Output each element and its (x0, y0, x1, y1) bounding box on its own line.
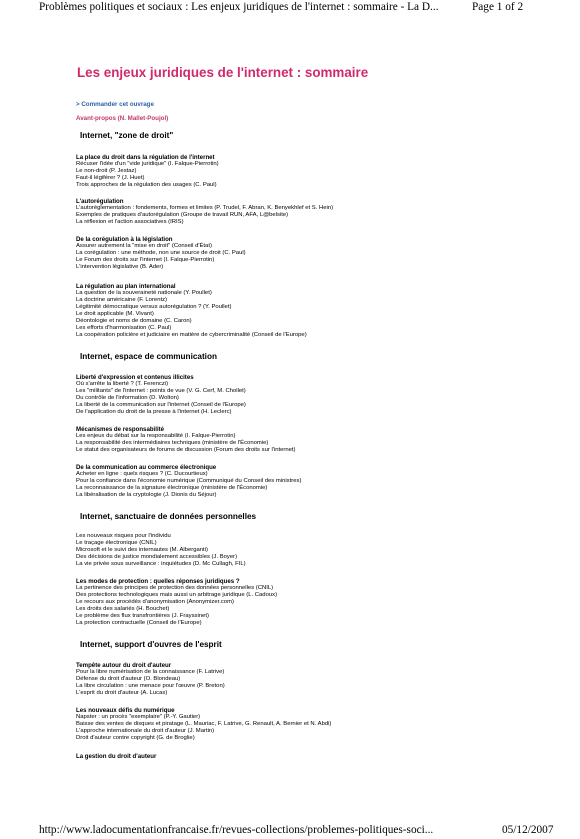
toc-block (76, 707, 476, 742)
print-footer-url: http://www.ladocumentationfrancaise.fr/revues-collections/problemes-politiques-soci... (39, 824, 434, 836)
toc-item[interactable]: Trois approches de la régulation des usages (C. Paul) (76, 182, 217, 188)
print-header-title: Problèmes politiques et sociaux : Les enjeux juridiques de l'internet : sommaire - La D... (39, 1, 439, 13)
toc-item[interactable]: La libéralisation de la cryptologie (J. Dionis du Séjour) (76, 492, 217, 498)
toc-block (76, 374, 476, 416)
print-footer-date: 05/12/2007 (502, 824, 554, 836)
section-title: Internet, "zone de droit" (80, 131, 174, 140)
toc-item[interactable]: Le Forum des droits sur l'internet (I. Falque-Pierrotin) (76, 257, 215, 263)
toc-item[interactable]: Le traçage électronique (CNIL) (76, 540, 157, 546)
toc-block (76, 154, 476, 189)
toc-item[interactable]: L'esprit du droit d'auteur (A. Lucas) (76, 690, 168, 696)
toc-item[interactable]: L'autoréglementation : fondements, formes et limites (P. Trudel, F. Abran, K. Benyekhlef et S. Hein) (76, 205, 334, 211)
toc-item[interactable]: Napster : un procès "exemplaire" (P.-Y. Gautier) (76, 714, 201, 720)
toc-item[interactable]: La reconnaissance de la signature électronique (ministère de l'Économie) (76, 485, 268, 491)
toc-block-heading[interactable]: L'autorégulation (76, 198, 124, 205)
toc-item[interactable]: Droit d'auteur contre copyright (G. de Broglie) (76, 735, 195, 741)
toc-block-heading[interactable]: Les nouveaux défis du numérique (76, 707, 175, 714)
toc-item[interactable]: Assurer autrement la "mise en droit" (Conseil d'État) (76, 243, 212, 249)
toc-item[interactable]: Pour la libre numérisation de la connaissance (F. Latrive) (76, 669, 225, 675)
section-title: Internet, espace de communication (80, 352, 217, 361)
toc-block-heading[interactable]: Mécanismes de responsabilité (76, 426, 165, 433)
toc-item[interactable]: La vie privée sous surveillance : inquiétudes (D. Mc Cullagh, FIL) (76, 561, 246, 567)
toc-item[interactable]: Du contrôle de l'information (D. Wolton) (76, 395, 179, 401)
toc-item[interactable]: Exemples de pratiques d'autorégulation (Groupe de travail RUN, AFA, L@belsite) (76, 212, 289, 218)
toc-item[interactable]: L'intervention législative (B. Ader) (76, 264, 164, 270)
page-title: Les enjeux juridiques de l'internet : sommaire (77, 65, 369, 80)
toc-block-heading[interactable]: La régulation au plan international (76, 283, 176, 290)
toc-block-heading[interactable]: De la communication au commerce électronique (76, 464, 217, 471)
toc-item[interactable]: L'approche internationale du droit d'auteur (J. Martin) (76, 728, 215, 734)
toc-item[interactable]: La question de la souveraineté nationale (Y. Poullet) (76, 290, 212, 296)
toc-item[interactable]: Déontologie et noms de domaine (C. Caron) (76, 318, 192, 324)
toc-item[interactable]: Le problème des flux transfrontières (J. Frayssinet) (76, 613, 209, 619)
toc-block (76, 426, 476, 454)
toc-item[interactable]: Pour la confiance dans l'économie numérique (Communiqué du Conseil des ministres) (76, 478, 302, 484)
toc-block-heading[interactable]: Tempête autour du droit d'auteur (76, 662, 172, 669)
toc-block (76, 753, 476, 760)
toc-item[interactable]: Les efforts d'harmonisation (C. Paul) (76, 325, 172, 331)
toc-item[interactable]: Des protections technologiques mais aussi un arbitrage juridique (L. Cadoux) (76, 592, 278, 598)
toc-block-heading[interactable]: Liberté d'expression et contenus illicites (76, 374, 194, 381)
toc-item[interactable]: Faut-il légiférer ? (J. Huet) (76, 175, 145, 181)
toc-item[interactable]: La responsabilité des intermédiaires techniques (ministère de l'Économie) (76, 440, 269, 446)
toc-item[interactable]: Défense du droit d'auteur (O. Blondeau) (76, 676, 181, 682)
toc-block (76, 198, 476, 226)
toc-item[interactable]: La libre circulation : une menace pour l'œuvre (P. Breton) (76, 683, 225, 689)
toc-item[interactable]: Légitimité démocratique versus autorégulation ? (Y. Poullet) (76, 304, 232, 310)
toc-block-heading[interactable]: La place du droit dans la régulation de l'internet (76, 154, 215, 161)
toc-item[interactable]: Les "militants" de l'internet : points de vue (V. G. Cerf, M. Chollet) (76, 388, 246, 394)
toc-item[interactable]: Microsoft et le suivi des internautes (M. Alberganti) (76, 547, 208, 553)
toc-item[interactable]: Les nouveaux risques pour l'individu (76, 533, 171, 539)
toc-item[interactable]: Le droit applicable (M. Vivant) (76, 311, 154, 317)
toc-item[interactable]: La protection contractuelle (Conseil de l'Europe) (76, 620, 202, 626)
toc-item[interactable]: Les droits des salariés (H. Bouchet) (76, 606, 170, 612)
toc-item[interactable]: La pertinence des principes de protection des données personnelles (CNIL) (76, 585, 274, 591)
section-title: Internet, support d'ouvres de l'esprit (80, 640, 222, 649)
toc-item[interactable]: Le non-droit (P. Jestaz) (76, 168, 137, 174)
browser-print-header (0, 0, 580, 13)
toc-block (76, 464, 476, 499)
toc-item[interactable]: Où s'arrête la liberté ? (T. Ferenczi) (76, 381, 169, 387)
toc-item[interactable]: Les enjeux du débat sur la responsabilité (I. Falque-Pierrotin) (76, 433, 236, 439)
toc-item[interactable]: Récuser l'idée d'un "vide juridique" (I. Falque-Pierrotin) (76, 161, 219, 167)
toc-block-heading[interactable]: Les modes de protection : quelles réponses juridiques ? (76, 578, 240, 585)
toc-block (76, 533, 476, 568)
section-title: Internet, sanctuaire de données personnelles (80, 512, 257, 521)
toc-item[interactable]: La doctrine américaine (F. Lorentz) (76, 297, 168, 303)
toc-item[interactable]: Des décisions de justice mondialement accessibles (J. Boyer) (76, 554, 238, 560)
toc-item[interactable]: La corégulation : une méthode, non une source de droit (C. Paul) (76, 250, 246, 256)
order-link[interactable]: > Commander cet ouvrage (76, 101, 154, 108)
toc-block (76, 662, 476, 697)
toc-block (76, 578, 476, 627)
toc-block (76, 236, 476, 271)
toc-item[interactable]: La liberté de la communication sur l'internet (Conseil de l'Europe) (76, 402, 246, 408)
toc-item[interactable]: De l'application du droit de la presse à l'internet (H. Leclerc) (76, 409, 232, 415)
toc-item[interactable]: Acheter en ligne : quels risques ? (C. Ducourtieux) (76, 471, 208, 477)
print-header-page-number: Page 1 of 2 (472, 1, 524, 13)
toc-item[interactable]: Le recours aux procédés d'anonymisation (Anonymizer.com) (76, 599, 234, 605)
toc-block-heading[interactable]: La gestion du droit d'auteur (76, 753, 157, 760)
toc-block (76, 283, 476, 339)
toc-item[interactable]: La réflexion et l'action associatives (IRIS) (76, 219, 184, 225)
toc-item[interactable]: Baisse des ventes de disques et piratage (L. Mauriac, F. Latrive, G. Renault, A. Bernier et N. Abdi) (76, 721, 332, 727)
avant-propos-link[interactable]: Avant-propos (N. Mallet-Poujol) (76, 115, 169, 122)
toc-block-heading[interactable]: De la corégulation à la législation (76, 236, 173, 243)
toc-item[interactable]: Le statut des organisateurs de forums de discussion (Forum des droits sur l'internet) (76, 447, 296, 453)
toc-item[interactable]: La coopération policière et judiciaire en matière de cybercriminalité (Conseil de l'Europe) (76, 332, 307, 338)
browser-print-footer (0, 824, 580, 837)
